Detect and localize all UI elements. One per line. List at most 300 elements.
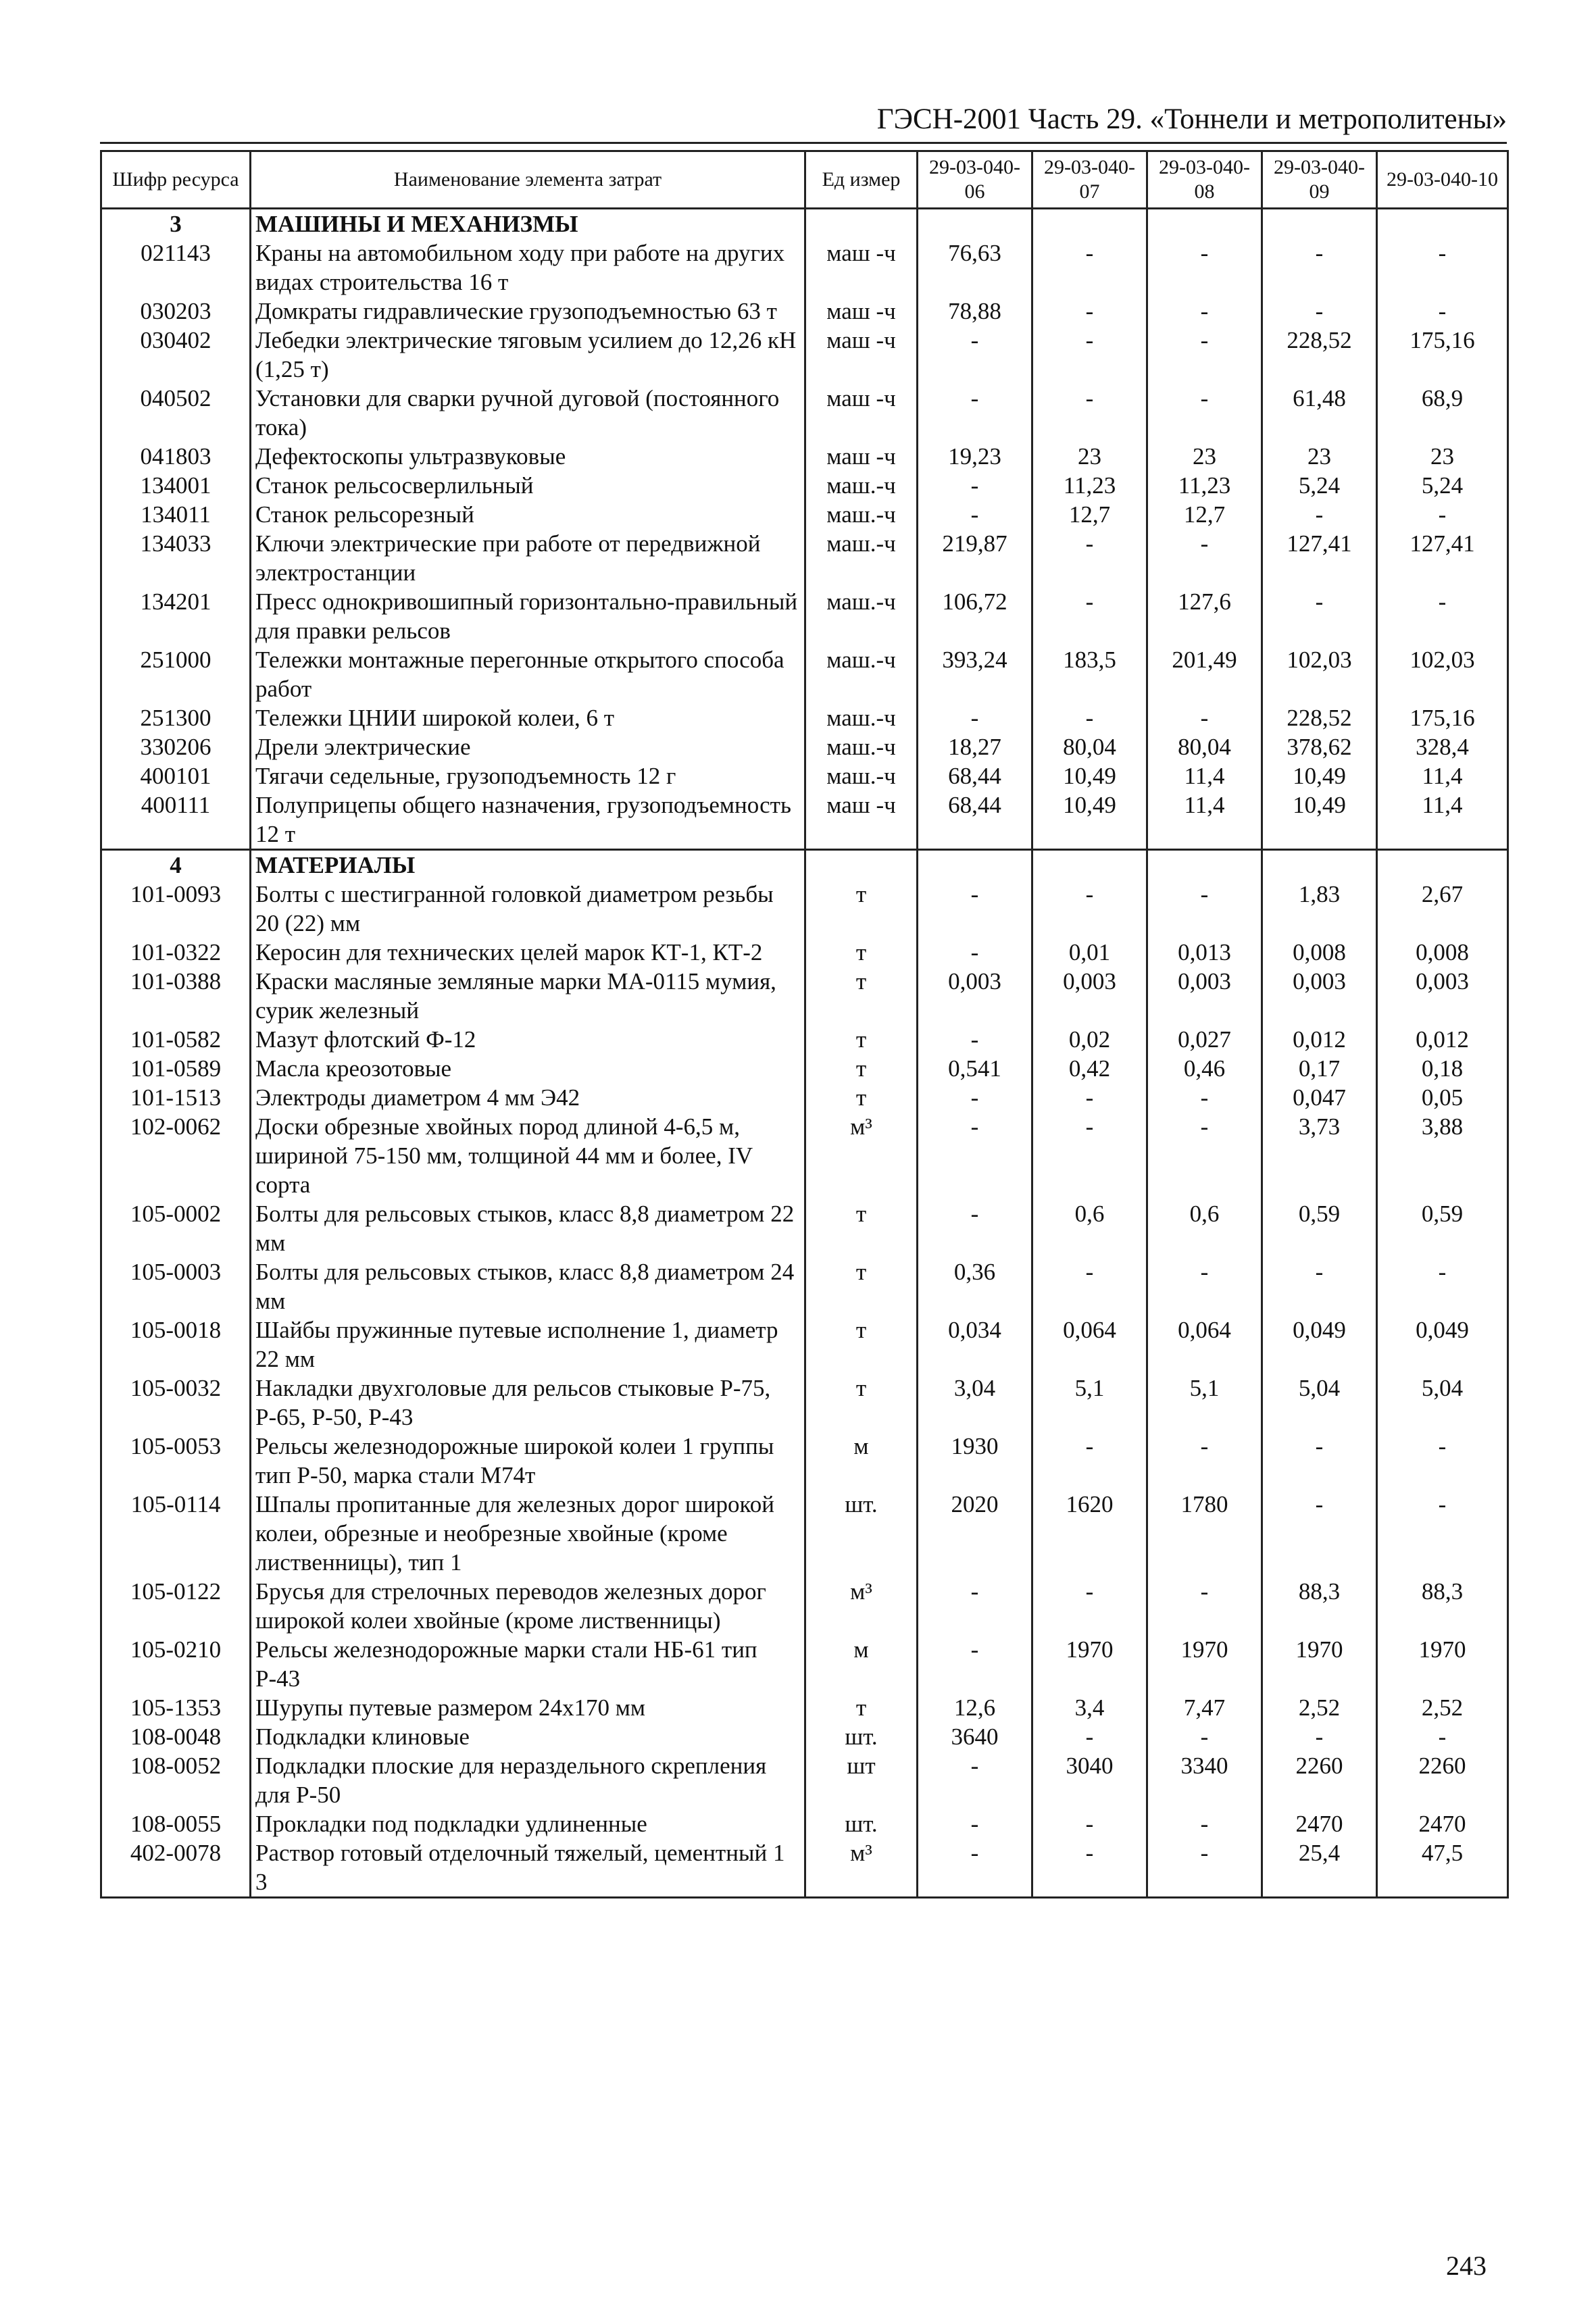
value-cell: 127,41 [1377, 529, 1508, 587]
value-cell: 0,46 [1147, 1054, 1262, 1083]
resource-name-cell: Рельсы железнодорожные марки стали НБ-61 тип Р-43 [251, 1635, 805, 1693]
value-cell: 3,04 [918, 1374, 1032, 1432]
unit-cell: шт. [805, 1490, 918, 1577]
value-cell: 175,16 [1377, 326, 1508, 384]
resource-code-cell: 040502 [101, 384, 251, 442]
value-cell: 1930 [918, 1432, 1032, 1490]
value-cell: - [1377, 1722, 1508, 1751]
value-cell: - [1262, 1490, 1377, 1577]
value-cell: - [918, 1577, 1032, 1635]
value-cell: 219,87 [918, 529, 1032, 587]
value-cell: 0,59 [1262, 1199, 1377, 1257]
value-cell: - [1032, 1838, 1147, 1898]
value-cell: 23 [1147, 442, 1262, 471]
resource-code-cell: 105-0114 [101, 1490, 251, 1577]
value-cell: - [1147, 1432, 1262, 1490]
section-number: 3 [101, 209, 251, 239]
resource-code-cell: 105-0018 [101, 1315, 251, 1374]
table-row [101, 645, 1508, 703]
value-cell: - [1377, 587, 1508, 645]
value-cell: - [918, 703, 1032, 732]
table-row [101, 529, 1508, 587]
unit-cell: т [805, 1374, 918, 1432]
value-cell: - [1147, 880, 1262, 938]
resource-name-cell: Электроды диаметром 4 мм Э42 [251, 1083, 805, 1112]
value-cell: - [1032, 326, 1147, 384]
unit-cell: шт. [805, 1722, 918, 1751]
table-row [101, 967, 1508, 1025]
value-cell: 0,17 [1262, 1054, 1377, 1083]
value-cell: 19,23 [918, 442, 1032, 471]
unit-cell: маш -ч [805, 297, 918, 326]
value-cell: 78,88 [918, 297, 1032, 326]
value-cell: 10,49 [1032, 761, 1147, 790]
column-header-c4: 29-03-040-09 [1262, 151, 1377, 209]
resource-code-cell: 101-0582 [101, 1025, 251, 1054]
resource-code-cell: 101-0322 [101, 938, 251, 967]
table-row [101, 761, 1508, 790]
resource-name-cell: Прокладки под подкладки удлиненные [251, 1809, 805, 1838]
table-header-row [101, 151, 1508, 209]
value-cell: 0,003 [1377, 967, 1508, 1025]
value-cell: - [918, 1025, 1032, 1054]
resource-name-cell: Подкладки плоские для нераздельного скрепления для Р-50 [251, 1751, 805, 1809]
value-cell: 3,73 [1262, 1112, 1377, 1199]
resource-code-cell: 101-0388 [101, 967, 251, 1025]
value-cell: - [1262, 297, 1377, 326]
table-row [101, 880, 1508, 938]
table-row [101, 238, 1508, 297]
empty-cell [805, 850, 918, 880]
table-row [101, 790, 1508, 850]
value-cell: 2,52 [1262, 1693, 1377, 1722]
resource-name-cell: Ключи электрические при работе от передвижной электростанции [251, 529, 805, 587]
table-row [101, 442, 1508, 471]
value-cell: - [1032, 587, 1147, 645]
value-cell: 5,04 [1377, 1374, 1508, 1432]
value-cell: 175,16 [1377, 703, 1508, 732]
resource-code-cell: 105-0053 [101, 1432, 251, 1490]
value-cell: - [1147, 529, 1262, 587]
table-row [101, 1112, 1508, 1199]
value-cell: - [1032, 1432, 1147, 1490]
unit-cell: маш -ч [805, 238, 918, 297]
unit-cell: маш.-ч [805, 471, 918, 500]
value-cell: 11,4 [1147, 790, 1262, 850]
value-cell: - [1032, 529, 1147, 587]
resource-name-cell: Полуприцепы общего назначения, грузоподъемность 12 т [251, 790, 805, 850]
value-cell: 11,4 [1377, 790, 1508, 850]
value-cell: 88,3 [1377, 1577, 1508, 1635]
value-cell: 1970 [1147, 1635, 1262, 1693]
value-cell: - [918, 471, 1032, 500]
value-cell: 201,49 [1147, 645, 1262, 703]
value-cell: - [1032, 880, 1147, 938]
resource-name-cell: Дрели электрические [251, 732, 805, 761]
table-row [101, 1432, 1508, 1490]
value-cell: - [1147, 1838, 1262, 1898]
value-cell: 1,83 [1262, 880, 1377, 938]
value-cell: - [1147, 238, 1262, 297]
resource-name-cell: Шурупы путевые размером 24х170 мм [251, 1693, 805, 1722]
unit-cell: маш.-ч [805, 587, 918, 645]
unit-cell: м³ [805, 1838, 918, 1898]
unit-cell: маш.-ч [805, 732, 918, 761]
column-header-c1: 29-03-040-06 [918, 151, 1032, 209]
resource-name-cell: Масла креозотовые [251, 1054, 805, 1083]
section-number: 4 [101, 850, 251, 880]
value-cell: - [1032, 703, 1147, 732]
resource-code-cell: 134201 [101, 587, 251, 645]
value-cell: - [1032, 1577, 1147, 1635]
value-cell: - [1147, 703, 1262, 732]
table-row [101, 1374, 1508, 1432]
value-cell: 88,3 [1262, 1577, 1377, 1635]
unit-cell: маш -ч [805, 326, 918, 384]
value-cell: 5,04 [1262, 1374, 1377, 1432]
value-cell: 102,03 [1262, 645, 1377, 703]
value-cell: 68,44 [918, 761, 1032, 790]
resource-code-cell: 101-0093 [101, 880, 251, 938]
value-cell: - [1032, 384, 1147, 442]
value-cell: - [918, 880, 1032, 938]
value-cell: - [1032, 238, 1147, 297]
value-cell: - [1262, 238, 1377, 297]
value-cell: - [1147, 1722, 1262, 1751]
table-row [101, 1199, 1508, 1257]
unit-cell: т [805, 1083, 918, 1112]
resource-name-cell: Мазут флотский Ф-12 [251, 1025, 805, 1054]
value-cell: 2,52 [1377, 1693, 1508, 1722]
value-cell: - [1032, 1809, 1147, 1838]
resource-name-cell: Тележки монтажные перегонные открытого способа работ [251, 645, 805, 703]
resource-name-cell: Болты для рельсовых стыков, класс 8,8 диаметром 22 мм [251, 1199, 805, 1257]
unit-cell: т [805, 1054, 918, 1083]
value-cell: 0,003 [1147, 967, 1262, 1025]
column-header-name: Наименование элемента затрат [251, 151, 805, 209]
value-cell: 10,49 [1032, 790, 1147, 850]
value-cell: 1620 [1032, 1490, 1147, 1577]
value-cell: 0,003 [1032, 967, 1147, 1025]
empty-cell [1262, 850, 1377, 880]
value-cell: 3640 [918, 1722, 1032, 1751]
value-cell: - [1147, 1577, 1262, 1635]
value-cell: - [1147, 1257, 1262, 1315]
resource-code-cell: 108-0048 [101, 1722, 251, 1751]
table-row [101, 1635, 1508, 1693]
value-cell: 2260 [1377, 1751, 1508, 1809]
value-cell: 23 [1032, 442, 1147, 471]
resource-name-cell: Тележки ЦНИИ широкой колеи, 6 т [251, 703, 805, 732]
unit-cell: маш.-ч [805, 529, 918, 587]
empty-cell [1262, 209, 1377, 239]
section-title: МАШИНЫ И МЕХАНИЗМЫ [251, 209, 805, 239]
value-cell: 12,6 [918, 1693, 1032, 1722]
value-cell: - [1377, 1490, 1508, 1577]
resource-code-cell: 101-1513 [101, 1083, 251, 1112]
unit-cell: т [805, 1315, 918, 1374]
unit-cell: маш.-ч [805, 645, 918, 703]
value-cell: 47,5 [1377, 1838, 1508, 1898]
value-cell: 5,24 [1377, 471, 1508, 500]
value-cell: 23 [1377, 442, 1508, 471]
section-title: МАТЕРИАЛЫ [251, 850, 805, 880]
value-cell: 0,541 [918, 1054, 1032, 1083]
value-cell: 11,23 [1147, 471, 1262, 500]
resource-code-cell: 102-0062 [101, 1112, 251, 1199]
resource-name-cell: Брусья для стрелочных переводов железных дорог широкой колеи хвойные (кроме лиственницы) [251, 1577, 805, 1635]
value-cell: - [1147, 297, 1262, 326]
table-row [101, 1083, 1508, 1112]
resource-name-cell: Болты с шестигранной головкой диаметром резьбы 20 (22) мм [251, 880, 805, 938]
value-cell: 25,4 [1262, 1838, 1377, 1898]
value-cell: 3,88 [1377, 1112, 1508, 1199]
column-header-c3: 29-03-040-08 [1147, 151, 1262, 209]
value-cell: - [1147, 1112, 1262, 1199]
table-row [101, 1025, 1508, 1054]
value-cell: - [1262, 587, 1377, 645]
value-cell: - [1262, 1432, 1377, 1490]
value-cell: 80,04 [1147, 732, 1262, 761]
unit-cell: маш.-ч [805, 761, 918, 790]
unit-cell: м [805, 1432, 918, 1490]
value-cell: - [918, 1199, 1032, 1257]
table-row [101, 1693, 1508, 1722]
unit-cell: м³ [805, 1577, 918, 1635]
resource-name-cell: Дефектоскопы ультразвуковые [251, 442, 805, 471]
value-cell: - [1032, 1083, 1147, 1112]
value-cell: 328,4 [1377, 732, 1508, 761]
resource-name-cell: Накладки двухголовые для рельсов стыковые Р-75, Р-65, Р-50, Р-43 [251, 1374, 805, 1432]
value-cell: 68,44 [918, 790, 1032, 850]
value-cell: 61,48 [1262, 384, 1377, 442]
resource-name-cell: Тягачи седельные, грузоподъемность 12 г [251, 761, 805, 790]
resource-code-cell: 105-0003 [101, 1257, 251, 1315]
table-row [101, 297, 1508, 326]
resource-name-cell: Керосин для технических целей марок КТ-1, КТ-2 [251, 938, 805, 967]
table-row [101, 938, 1508, 967]
value-cell: 183,5 [1032, 645, 1147, 703]
value-cell: 12,7 [1032, 500, 1147, 529]
resource-name-cell: Шпалы пропитанные для железных дорог широкой колеи, обрезные и необрезные хвойные (кроме лиственницы), тип 1 [251, 1490, 805, 1577]
unit-cell: маш -ч [805, 384, 918, 442]
table-row [101, 471, 1508, 500]
resource-code-cell: 030203 [101, 297, 251, 326]
section-row [101, 209, 1508, 239]
resource-name-cell: Установки для сварки ручной дуговой (постоянного тока) [251, 384, 805, 442]
cost-table [100, 150, 1509, 1898]
value-cell: 0,59 [1377, 1199, 1508, 1257]
value-cell: - [918, 1809, 1032, 1838]
value-cell: 2260 [1262, 1751, 1377, 1809]
value-cell: - [918, 938, 1032, 967]
resource-code-cell: 134033 [101, 529, 251, 587]
value-cell: 0,6 [1147, 1199, 1262, 1257]
value-cell: - [1147, 384, 1262, 442]
resource-name-cell: Болты для рельсовых стыков, класс 8,8 диаметром 24 мм [251, 1257, 805, 1315]
resource-name-cell: Станок рельсорезный [251, 500, 805, 529]
section-row [101, 850, 1508, 880]
value-cell: 0,047 [1262, 1083, 1377, 1112]
resource-name-cell: Раствор готовый отделочный тяжелый, цементный 1 3 [251, 1838, 805, 1898]
empty-cell [1377, 209, 1508, 239]
table-row [101, 384, 1508, 442]
resource-name-cell: Подкладки клиновые [251, 1722, 805, 1751]
empty-cell [1147, 209, 1262, 239]
resource-code-cell: 251300 [101, 703, 251, 732]
value-cell: 0,013 [1147, 938, 1262, 967]
resource-code-cell: 402-0078 [101, 1838, 251, 1898]
resource-code-cell: 105-0210 [101, 1635, 251, 1693]
empty-cell [805, 209, 918, 239]
unit-cell: маш.-ч [805, 500, 918, 529]
value-cell: 11,4 [1147, 761, 1262, 790]
resource-code-cell: 134001 [101, 471, 251, 500]
value-cell: 0,18 [1377, 1054, 1508, 1083]
value-cell: 2,67 [1377, 880, 1508, 938]
value-cell: - [1262, 1257, 1377, 1315]
value-cell: 3,4 [1032, 1693, 1147, 1722]
resource-code-cell: 041803 [101, 442, 251, 471]
resource-code-cell: 105-0122 [101, 1577, 251, 1635]
table-row [101, 1257, 1508, 1315]
value-cell: 10,49 [1262, 761, 1377, 790]
value-cell: 2470 [1262, 1809, 1377, 1838]
resource-name-cell: Пресс однокривошипный горизонтально-правильный для правки рельсов [251, 587, 805, 645]
value-cell: - [1147, 1083, 1262, 1112]
value-cell: 76,63 [918, 238, 1032, 297]
value-cell: - [1377, 500, 1508, 529]
value-cell: - [1147, 1809, 1262, 1838]
value-cell: - [1147, 326, 1262, 384]
resource-name-cell: Домкраты гидравлические грузоподъемностью 63 т [251, 297, 805, 326]
value-cell: 0,6 [1032, 1199, 1147, 1257]
value-cell: 0,02 [1032, 1025, 1147, 1054]
value-cell: 10,49 [1262, 790, 1377, 850]
unit-cell: т [805, 880, 918, 938]
table-row [101, 326, 1508, 384]
unit-cell: т [805, 1025, 918, 1054]
value-cell: - [1032, 1722, 1147, 1751]
value-cell: 68,9 [1377, 384, 1508, 442]
value-cell: - [918, 326, 1032, 384]
value-cell: 12,7 [1147, 500, 1262, 529]
resource-code-cell: 134011 [101, 500, 251, 529]
column-header-code: Шифр ресурса [101, 151, 251, 209]
column-header-c5: 29-03-040-10 [1377, 151, 1508, 209]
empty-cell [1377, 850, 1508, 880]
value-cell: 0,05 [1377, 1083, 1508, 1112]
unit-cell: маш -ч [805, 442, 918, 471]
resource-name-cell: Краны на автомобильном ходу при работе на других видах строительства 16 т [251, 238, 805, 297]
unit-cell: маш -ч [805, 790, 918, 850]
unit-cell: т [805, 1693, 918, 1722]
unit-cell: т [805, 967, 918, 1025]
value-cell: 7,47 [1147, 1693, 1262, 1722]
unit-cell: шт. [805, 1809, 918, 1838]
empty-cell [918, 850, 1032, 880]
table-row [101, 1838, 1508, 1898]
value-cell: 0,027 [1147, 1025, 1262, 1054]
unit-cell: маш.-ч [805, 703, 918, 732]
resource-code-cell: 108-0052 [101, 1751, 251, 1809]
value-cell: 0,049 [1262, 1315, 1377, 1374]
empty-cell [1032, 850, 1147, 880]
table-row [101, 1054, 1508, 1083]
resource-code-cell: 330206 [101, 732, 251, 761]
value-cell: - [1377, 1257, 1508, 1315]
value-cell: 0,003 [1262, 967, 1377, 1025]
value-cell: 18,27 [918, 732, 1032, 761]
resource-code-cell: 030402 [101, 326, 251, 384]
value-cell: - [1032, 1112, 1147, 1199]
resource-code-cell: 105-0002 [101, 1199, 251, 1257]
value-cell: 5,24 [1262, 471, 1377, 500]
value-cell: 11,23 [1032, 471, 1147, 500]
value-cell: 5,1 [1032, 1374, 1147, 1432]
value-cell: 2470 [1377, 1809, 1508, 1838]
resource-code-cell: 251000 [101, 645, 251, 703]
empty-cell [918, 209, 1032, 239]
resource-name-cell: Краски масляные земляные марки МА-0115 мумия, сурик железный [251, 967, 805, 1025]
value-cell: - [1377, 238, 1508, 297]
page-number: 243 [1446, 2250, 1487, 2281]
value-cell: - [1262, 1722, 1377, 1751]
value-cell: 3040 [1032, 1751, 1147, 1809]
unit-cell: т [805, 938, 918, 967]
value-cell: 80,04 [1032, 732, 1147, 761]
value-cell: - [918, 1838, 1032, 1898]
empty-cell [1032, 209, 1147, 239]
value-cell: 1970 [1032, 1635, 1147, 1693]
resource-code-cell: 400111 [101, 790, 251, 850]
unit-cell: т [805, 1257, 918, 1315]
resource-name-cell: Станок рельсосверлильный [251, 471, 805, 500]
value-cell: - [1032, 1257, 1147, 1315]
value-cell: - [1377, 297, 1508, 326]
value-cell: 0,064 [1147, 1315, 1262, 1374]
value-cell: 11,4 [1377, 761, 1508, 790]
table-row [101, 1577, 1508, 1635]
header-rule [100, 142, 1507, 144]
value-cell: - [918, 1635, 1032, 1693]
value-cell: 1970 [1377, 1635, 1508, 1693]
empty-cell [1147, 850, 1262, 880]
resource-name-cell: Доски обрезные хвойных пород длиной 4-6,5 м, шириной 75-150 мм, толщиной 44 мм и более, IV сорта [251, 1112, 805, 1199]
value-cell: 127,6 [1147, 587, 1262, 645]
value-cell: 106,72 [918, 587, 1032, 645]
unit-cell: м [805, 1635, 918, 1693]
value-cell: 2020 [918, 1490, 1032, 1577]
unit-cell: м³ [805, 1112, 918, 1199]
value-cell: 0,049 [1377, 1315, 1508, 1374]
value-cell: 127,41 [1262, 529, 1377, 587]
value-cell: 0,034 [918, 1315, 1032, 1374]
unit-cell: шт [805, 1751, 918, 1809]
table-row [101, 1490, 1508, 1577]
resource-code-cell: 101-0589 [101, 1054, 251, 1083]
value-cell: 378,62 [1262, 732, 1377, 761]
value-cell: 5,1 [1147, 1374, 1262, 1432]
table-row [101, 587, 1508, 645]
table-row [101, 1809, 1508, 1838]
value-cell: 228,52 [1262, 326, 1377, 384]
value-cell: - [1377, 1432, 1508, 1490]
value-cell: - [918, 1112, 1032, 1199]
value-cell: 0,012 [1377, 1025, 1508, 1054]
value-cell: - [918, 1751, 1032, 1809]
value-cell: 0,008 [1377, 938, 1508, 967]
